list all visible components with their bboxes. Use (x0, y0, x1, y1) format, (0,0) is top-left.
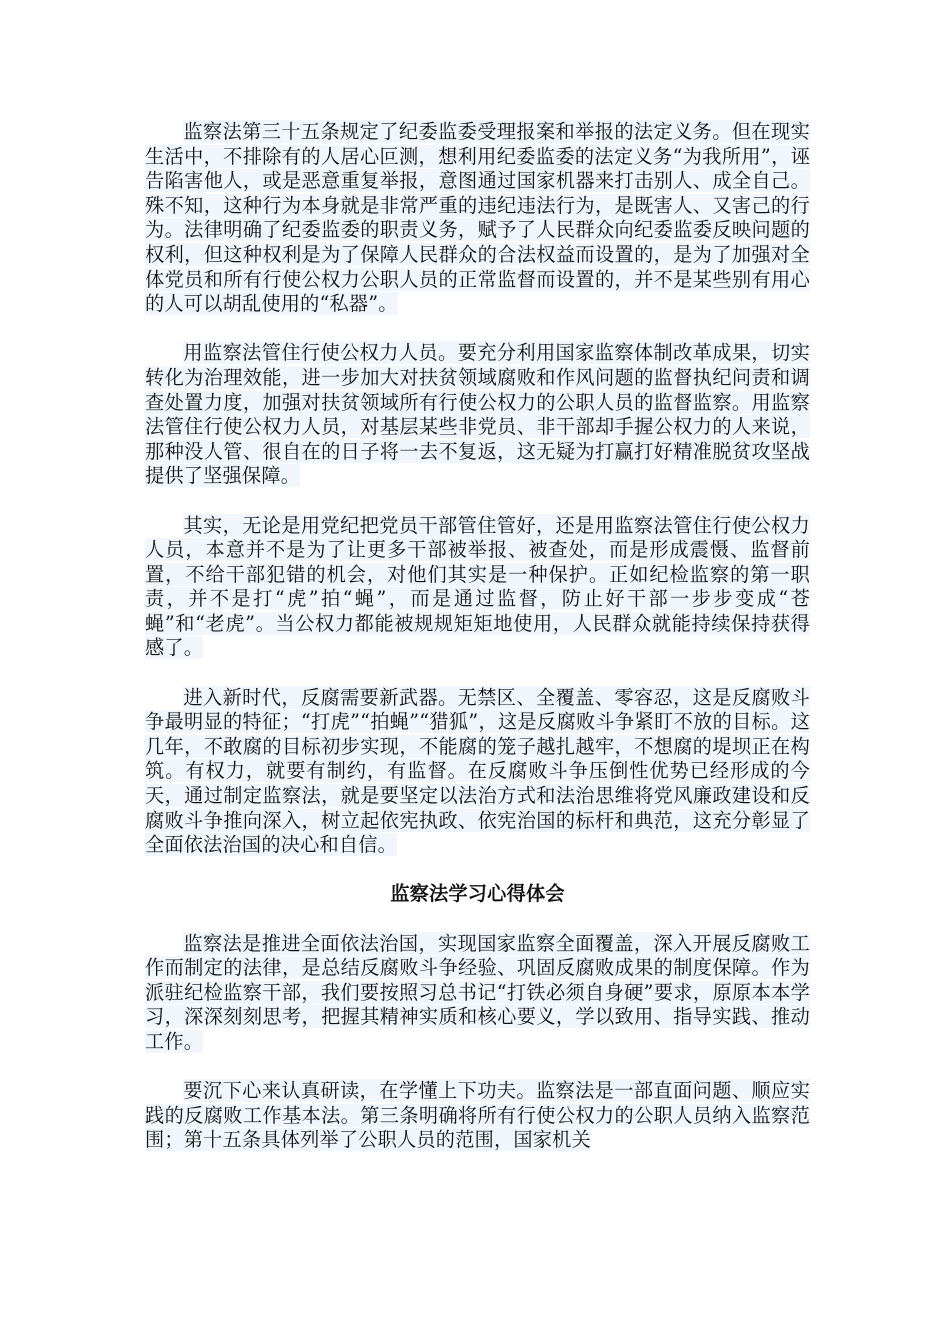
paragraph-2-text: 用监察法管住行使公权力人员。要充分利用国家监察体制改革成果，切实转化为治理效能，进一步加大对扶贫领域腐败和作风问题的监督执纪问责和调查处置力度，加强对扶贫领域所有行使公权力的公职人员的监督监察。用监察法管住行使公权力人员，对基层某些非党员、非干部却手握公权力的人来说，那种没人管、很自在的日子将一去不复返，这无疑为打赢打好精准脱贫攻坚战提供了坚强保障。 (145, 341, 810, 488)
paragraph-6 (145, 1079, 810, 1153)
paragraph-1 (145, 120, 810, 317)
paragraph-6-text: 要沉下心来认真研读，在学懂上下功夫。监察法是一部直面问题、顺应实践的反腐败工作基本法。第三条明确将所有行使公权力的公职人员纳入监察范围；第十五条具体列举了公职人员的范围，国家机关 (145, 1079, 810, 1152)
paragraph-1-text: 监察法第三十五条规定了纪委监委受理报案和举报的法定义务。但在现实生活中，不排除有的人居心叵测，想利用纪委监委的法定义务“为我所用”，诬告陷害他人，或是恶意重复举报，意图通过国家机器来打击别人、成全自己。殊不知，这种行为本身就是非常严重的违纪违法行为，是既害人、又害己的行为。法律明确了纪委监委的职责义务，赋予了人民群众向纪委监委反映问题的权利，但这种权利是为了保障人民群众的合法权益而设置的，是为了加强对全体党员和所有行使公权力公职人员的正常监督而设置的，并不是某些别有用心的人可以胡乱使用的“私器”。 (145, 120, 810, 316)
paragraph-4 (145, 686, 810, 858)
document-page (145, 120, 810, 1178)
paragraph-5-text: 监察法是推进全面依法治国，实现国家监察全面覆盖，深入开展反腐败工作而制定的法律，是总结反腐败斗争经验、巩固反腐败成果的制度保障。作为派驻纪检监察干部，我们要按照习总书记“打铁必须自身硬”要求，原原本本学习，深深刻刻思考，把握其精神实质和核心要义，学以致用、指导实践、推动工作。 (145, 931, 810, 1053)
section-heading: 监察法学习心得体会 (390, 882, 565, 906)
paragraph-3-text: 其实，无论是用党纪把党员干部管住管好，还是用监察法管住行使公权力人员，本意并不是为了让更多干部被举报、被查处，而是形成震慑、监督前置，不给干部犯错的机会，对他们其实是一种保护。正如纪检监察的第一职责，并不是打“虎”拍“蝇”，而是通过监督，防止好干部一步步变成“苍蝇”和“老虎”。当公权力都能被规规矩矩地使用，人民群众就能持续保持获得感了。 (145, 513, 810, 660)
paragraph-4-text: 进入新时代，反腐需要新武器。无禁区、全覆盖、零容忍，这是反腐败斗争最明显的特征；“打虎”“拍蝇”“猎狐”，这是反腐败斗争紧盯不放的目标。这几年，不敢腐的目标初步实现，不能腐的笼子越扎越牢，不想腐的堤坝正在构筑。有权力，就要有制约，有监督。在反腐败斗争压倒性优势已经形成的今天，通过制定监察法，就是要坚定以法治方式和法治思维将党风廉政建设和反腐败斗争推向深入，树立起依宪执政、依宪治国的标杆和典范，这充分彰显了全面依法治国的决心和自信。 (145, 685, 810, 857)
paragraph-5 (145, 932, 810, 1055)
paragraph-3 (145, 514, 810, 662)
paragraph-2 (145, 341, 810, 489)
